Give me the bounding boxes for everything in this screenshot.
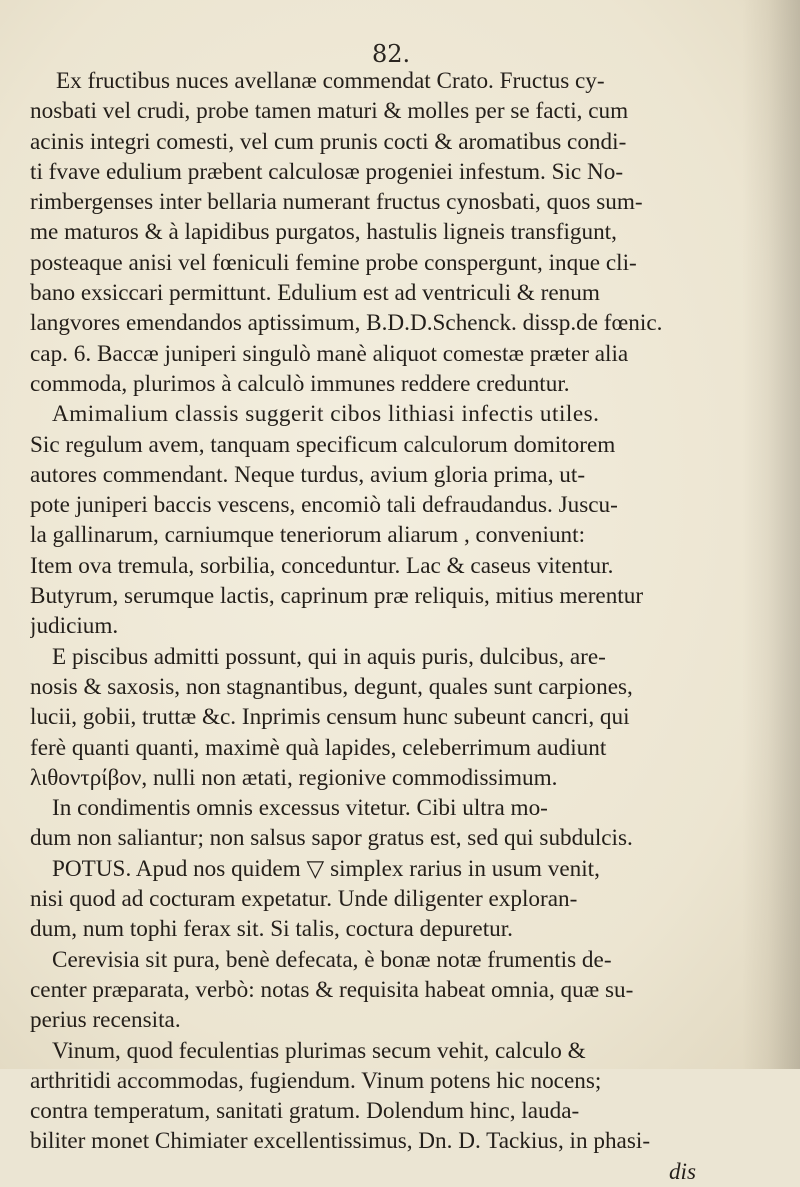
text-line: ti fvave edulium præbent calculosæ progeniei infestum. Sic No- — [30, 158, 624, 185]
text-line: la gallinarum, carniumque teneriorum aliarum , conveniunt: — [30, 522, 586, 549]
text-line: Sic regulum avem, tanquam specificum calculorum domitorem — [30, 431, 616, 458]
page-gutter-shadow — [742, 0, 800, 1069]
text-line: pote juniperi baccis vescens, encomiò tali defraudandus. Juscu- — [30, 492, 618, 519]
body-text — [30, 66, 748, 1187]
text-line: posteaque anisi vel fœniculi femine probe conspergunt, inque cli- — [30, 249, 637, 276]
catchword: dis — [668, 1158, 696, 1185]
text-line: cap. 6. Baccæ juniperi singulò manè aliquot comestæ præter alia — [30, 340, 629, 367]
text-line: rimbergenses inter bellaria numerant fructus cynosbati, quos sum- — [30, 189, 643, 216]
text-line: contra temperatum, sanitati gratum. Dolendum hinc, lauda- — [30, 1098, 580, 1125]
text-line: bano exsiccari permittunt. Edulium est ad ventriculi & renum — [30, 280, 600, 307]
text-line: λιθοντρίβον, nulli non ætati, regionive commodissimum. — [30, 764, 558, 791]
page-number: 82. — [372, 40, 411, 68]
text-line: Ex fructibus nuces avellanæ commendat Crato. Fructus cy- — [56, 68, 605, 94]
text-line: Cerevisia sit pura, benè defecata, è bonæ notæ frumentis de- — [52, 946, 612, 973]
text-line: nosbati vel crudi, probe tamen maturi & molles per se facti, cum — [30, 98, 629, 125]
text-line: dum, num tophi ferax sit. Si talis, coctura depuretur. — [30, 916, 513, 943]
text-line: nisi quod ad cocturam expetatur. Unde diligenter exploran- — [30, 886, 578, 913]
text-line: arthritidi accommodas, fugiendum. Vinum potens hic nocens; — [30, 1067, 602, 1094]
text-line: commoda, plurimos à calculò immunes reddere creduntur. — [30, 370, 570, 397]
text-line: lucii, gobii, truttæ &c. Inprimis censum hunc subeunt cancri, qui — [30, 704, 630, 731]
text-line: Item ova tremula, sorbilia, conceduntur. Lac & caseus vitentur. — [30, 552, 614, 579]
text-line: dum non saliantur; non salsus sapor gratus est, sed qui subdulcis. — [30, 825, 633, 852]
text-line: biliter monet Chimiater excellentissimus, Dn. D. Tackius, in phasi- — [30, 1128, 651, 1155]
text-line: nosis & saxosis, non stagnantibus, degunt, quales sunt carpiones, — [30, 673, 633, 700]
text-line: autores commendant. Neque turdus, avium gloria prima, ut- — [30, 461, 586, 488]
text-line: center præparata, verbò: notas & requisita habeat omnia, quæ su- — [30, 976, 634, 1003]
text-line: Vinum, quod feculentias plurimas secum vehit, calculo & — [52, 1037, 586, 1064]
text-line: Amimalium classis suggerit cibos lithiasi infectis utiles. — [52, 401, 600, 428]
text-line: judicium. — [30, 613, 119, 640]
text-line: POTUS. Apud nos quidem ▽ simplex rarius in usum venit, — [52, 855, 600, 882]
text-line: ferè quanti quanti, maximè quà lapides, celeberrimum audiunt — [30, 734, 607, 761]
text-line: Butyrum, serumque lactis, caprinum præ reliquis, mitius merentur — [30, 583, 644, 610]
text-line: me maturos & à lapidibus purgatos, hastulis ligneis transfigunt, — [30, 219, 617, 246]
text-line: E piscibus admitti possunt, qui in aquis puris, dulcibus, are- — [52, 643, 606, 670]
text-line: In condimentis omnis excessus vitetur. Cibi ultra mo- — [52, 795, 548, 822]
text-line: acinis integri comesti, vel cum prunis cocti & aromatibus condi- — [30, 128, 627, 155]
text-line: perius recensita. — [30, 1007, 181, 1034]
text-line: langvores emendandos aptissimum, B.D.D.Schenck. dissp.de fœnic. — [30, 310, 663, 337]
